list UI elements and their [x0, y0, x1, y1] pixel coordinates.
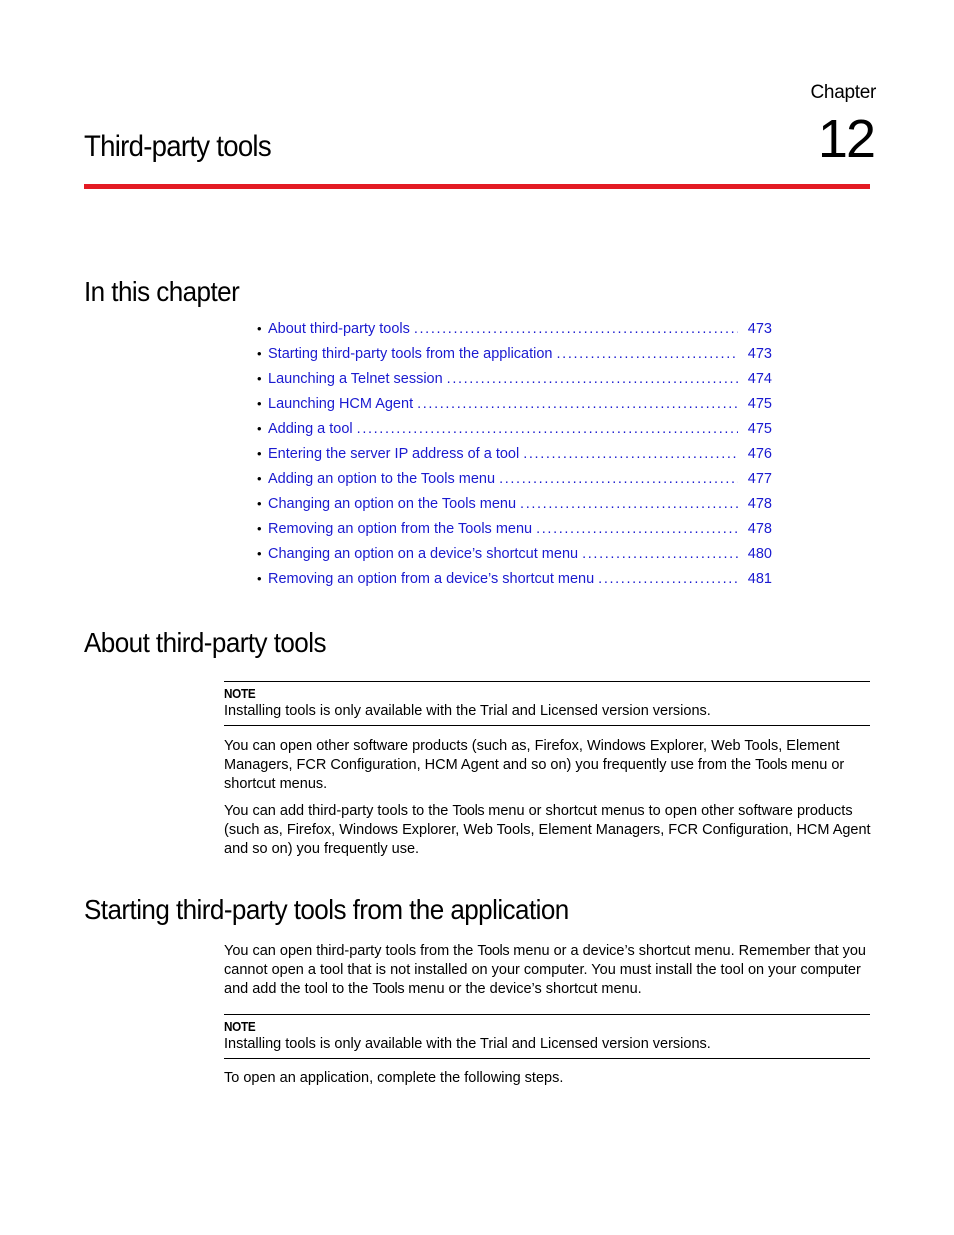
note-text: Installing tools is only available with the Trial and Licensed version versions.	[224, 1036, 711, 1052]
bullet-icon: •	[257, 546, 262, 561]
toc-link[interactable]: Starting third-party tools from the application	[268, 346, 553, 362]
paragraph	[224, 802, 872, 859]
paragraph: To open an application, complete the following steps.	[224, 1070, 564, 1086]
toc-page-number[interactable]: 475	[747, 421, 772, 437]
menu-name-tools: Tools	[755, 757, 787, 773]
toc-link[interactable]: Adding a tool	[268, 421, 353, 437]
toc-link[interactable]: Entering the server IP address of a tool	[268, 446, 520, 462]
bullet-icon: •	[257, 421, 262, 436]
chapter-number: 12	[817, 109, 874, 169]
toc-page-number[interactable]: 474	[747, 371, 772, 387]
toc-entry[interactable]	[256, 421, 776, 446]
paragraph-text: You can open other software products (such as, Firefox, Windows Explorer, Web Tools, Element Managers, FCR Configuration, HCM Agent and so on) you frequently use from the	[224, 738, 840, 773]
toc-leader	[520, 496, 738, 512]
paragraph-text: You can add third-party tools to the	[224, 803, 453, 819]
menu-name-tools: Tools	[452, 803, 485, 819]
toc-entry[interactable]	[256, 571, 776, 596]
toc-leader	[523, 446, 738, 462]
chapter-toc	[256, 321, 776, 596]
note-text: Installing tools is only available with the Trial and Licensed version versions.	[224, 703, 711, 719]
toc-entry[interactable]	[256, 496, 776, 521]
bullet-icon: •	[257, 346, 262, 361]
toc-link[interactable]: Changing an option on the Tools menu	[268, 496, 517, 512]
toc-entry[interactable]	[256, 371, 776, 396]
toc-link[interactable]: Adding an option to the Tools menu	[268, 471, 496, 487]
section-heading-about: About third-party tools	[84, 627, 326, 658]
bullet-icon: •	[257, 496, 262, 511]
toc-link[interactable]: Removing an option from a device’s shortcut menu	[268, 571, 595, 587]
toc-leader	[582, 546, 738, 562]
paragraph	[224, 942, 872, 999]
toc-link[interactable]: Removing an option from the Tools menu	[268, 521, 533, 537]
paragraph-text: menu or shortcut menus.	[224, 757, 845, 792]
bullet-icon: •	[257, 521, 262, 536]
paragraph-text: menu or the device’s shortcut menu.	[404, 981, 642, 997]
toc-entry[interactable]	[256, 346, 776, 371]
note-box	[224, 1014, 870, 1059]
bullet-icon: •	[257, 446, 262, 461]
toc-link[interactable]: About third-party tools	[268, 321, 410, 337]
toc-leader	[447, 371, 738, 387]
note-box	[224, 681, 870, 726]
toc-entry[interactable]	[256, 546, 776, 571]
toc-leader	[417, 396, 738, 412]
paragraph-text: menu or shortcut menus to open other software products (such as, Firefox, Windows Explorer, Web Tools, Element Managers, FCR Configuration, HCM Agent and so on) you frequently use.	[224, 803, 871, 857]
chapter-label: Chapter	[810, 82, 876, 103]
bullet-icon: •	[257, 396, 262, 411]
section-heading-in-this-chapter: In this chapter	[84, 276, 240, 307]
toc-page-number[interactable]: 473	[747, 346, 772, 362]
bullet-icon: •	[257, 571, 262, 586]
toc-entry[interactable]	[256, 446, 776, 471]
toc-entry[interactable]	[256, 521, 776, 546]
paragraph-text: menu or a device’s shortcut menu. Remember that you cannot open a tool that is not installed on your computer. You must install the tool on your computer and add the tool to the	[224, 943, 866, 997]
toc-page-number[interactable]: 478	[747, 496, 772, 512]
toc-entry[interactable]	[256, 471, 776, 496]
toc-page-number[interactable]: 478	[747, 521, 772, 537]
paragraph-text: You can open third-party tools from the	[224, 943, 478, 959]
toc-page-number[interactable]: 476	[747, 446, 772, 462]
toc-page-number[interactable]: 473	[747, 321, 772, 337]
bullet-icon: •	[257, 371, 262, 386]
toc-page-number[interactable]: 480	[747, 546, 772, 562]
bullet-icon: •	[257, 321, 262, 336]
chapter-title-rule	[84, 184, 870, 189]
toc-page-number[interactable]: 477	[747, 471, 772, 487]
toc-entry[interactable]	[256, 321, 776, 346]
toc-leader	[357, 421, 738, 437]
bullet-icon: •	[257, 471, 262, 486]
toc-entry[interactable]	[256, 396, 776, 421]
toc-leader	[499, 471, 738, 487]
toc-link[interactable]: Launching a Telnet session	[268, 371, 443, 387]
note-label: NOTE	[224, 1019, 256, 1034]
chapter-title: Third-party tools	[84, 130, 271, 163]
toc-page-number[interactable]: 475	[747, 396, 772, 412]
toc-link[interactable]: Launching HCM Agent	[268, 396, 414, 412]
section-heading-starting: Starting third-party tools from the application	[84, 894, 569, 925]
toc-leader	[414, 321, 738, 337]
menu-name-tools: Tools	[477, 943, 510, 959]
toc-page-number[interactable]: 481	[747, 571, 772, 587]
toc-link[interactable]: Changing an option on a device’s shortcut menu	[268, 546, 579, 562]
toc-leader	[557, 346, 739, 362]
toc-leader	[536, 521, 738, 537]
menu-name-tools: Tools	[372, 981, 405, 997]
note-label: NOTE	[224, 686, 256, 701]
toc-leader	[598, 571, 738, 587]
paragraph	[224, 737, 872, 794]
